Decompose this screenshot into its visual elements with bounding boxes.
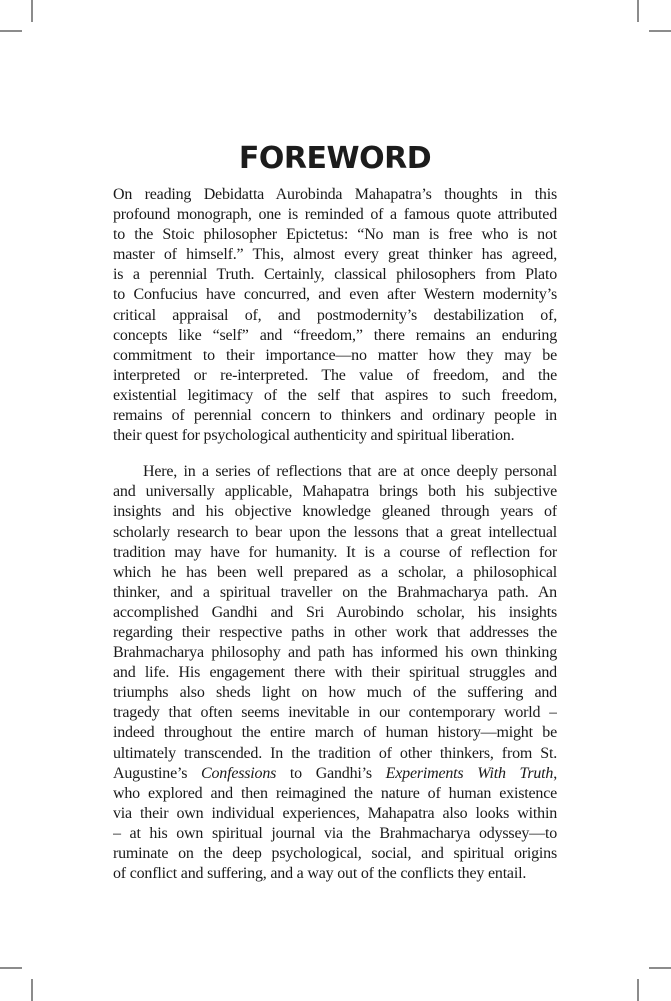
text-run: remains of perennial concern to thinkers and ordinary people in xyxy=(113,407,557,425)
text-line xyxy=(113,563,557,583)
crop-mark-bottom-left-vertical-icon xyxy=(31,979,33,1001)
crop-mark-bottom-right-vertical-icon xyxy=(637,979,639,1001)
text-line xyxy=(113,366,557,386)
crop-mark-bottom-left-horizontal-icon xyxy=(0,967,22,969)
text-run: concepts like “self” and “freedom,” there remains an enduring xyxy=(113,326,557,344)
text-line xyxy=(113,523,557,543)
text-run: interpreted or re-interpreted. The value of freedom, and the xyxy=(113,366,557,384)
text-run: tragedy that often seems inevitable in our contemporary world – xyxy=(113,704,557,722)
foreword-heading: FOREWORD xyxy=(238,141,432,176)
text-line xyxy=(113,426,557,446)
crop-mark-top-right-vertical-icon xyxy=(637,0,639,22)
text-run: master of himself.” This, almost every great thinker has agreed, xyxy=(113,246,557,264)
text-line xyxy=(113,502,557,522)
text-run: critical appraisal of, and postmodernity’s destabilization of, xyxy=(113,306,557,324)
text-run: insights and his objective knowledge gleaned through years of xyxy=(113,503,557,521)
text-run: and universally applicable, Mahapatra brings both his subjective xyxy=(113,483,557,501)
text-line xyxy=(113,225,557,245)
text-line xyxy=(113,643,557,663)
text-line xyxy=(113,663,557,683)
text-run: Augustine’s xyxy=(113,764,202,782)
text-line xyxy=(113,784,557,804)
text-line xyxy=(113,245,557,265)
text-run: On reading Debidatta Aurobinda Mahapatra’s thoughts in this xyxy=(113,186,557,203)
text-line xyxy=(113,285,557,305)
text-line xyxy=(113,386,557,406)
text-run: to Confucius have concurred, and even after Western modernity’s xyxy=(113,286,557,304)
text-line xyxy=(113,824,557,844)
book-title-text: Experiments With Truth xyxy=(385,764,554,782)
text-line xyxy=(113,864,557,884)
text-run: , xyxy=(553,764,557,782)
text-run: Here, in a series of reflections that are at once deeply personal xyxy=(143,463,557,481)
text-run: ultimately transcended. In the tradition of other thinkers, from St. xyxy=(113,744,557,762)
text-line xyxy=(113,406,557,426)
book-title-text: Confessions xyxy=(201,764,277,782)
text-run: existential legitimacy of the self that aspires to such freedom, xyxy=(113,386,557,404)
text-run: triumphs also sheds light on how much of the suffering and xyxy=(113,684,557,702)
text-run: is a perennial Truth. Certainly, classical philosophers from Plato xyxy=(113,266,557,284)
text-line xyxy=(113,583,557,603)
text-run: scholarly research to bear upon the lessons that a great intellectual xyxy=(113,523,557,541)
paragraph xyxy=(113,462,557,884)
text-run: to Gandhi’s xyxy=(276,764,386,782)
text-line xyxy=(113,346,557,366)
text-run: via their own individual experiences, Mahapatra also looks within xyxy=(113,804,557,822)
paragraph xyxy=(113,185,557,446)
text-line xyxy=(113,804,557,824)
text-run: accomplished Gandhi and Sri Aurobindo scholar, his insights xyxy=(113,603,557,621)
text-line xyxy=(113,326,557,346)
text-line xyxy=(113,744,557,764)
text-run: which he has been well prepared as a scholar, a philosophical xyxy=(113,563,557,581)
text-line xyxy=(113,543,557,563)
text-line xyxy=(113,462,557,482)
text-run: ruminate on the deep psychological, social, and spiritual origins xyxy=(113,845,557,862)
text-line xyxy=(113,205,557,225)
foreword-body xyxy=(113,185,557,884)
text-run: commitment to their importance—no matter how they may be xyxy=(113,346,557,364)
text-run: and life. His engagement there with their spiritual struggles and xyxy=(113,664,557,682)
text-line xyxy=(113,306,557,326)
text-line xyxy=(113,683,557,703)
text-line xyxy=(113,723,557,743)
text-run: to the Stoic philosopher Epictetus: “No man is free who is not xyxy=(113,226,557,244)
text-line xyxy=(113,603,557,623)
text-run: of conflict and suffering, and a way out of the conflicts they entail. xyxy=(113,865,527,883)
text-line xyxy=(113,703,557,723)
text-run: – at his own spiritual journal via the Brahmacharya odyssey—to xyxy=(113,824,557,842)
text-line xyxy=(113,482,557,502)
crop-mark-top-left-vertical-icon xyxy=(31,0,33,22)
crop-mark-top-left-horizontal-icon xyxy=(0,30,22,32)
text-line xyxy=(113,764,557,784)
crop-mark-top-right-horizontal-icon xyxy=(649,30,671,32)
text-run: regarding their respective paths in other work that addresses the xyxy=(113,623,557,641)
crop-mark-bottom-right-horizontal-icon xyxy=(649,967,671,969)
text-line xyxy=(113,844,557,864)
text-run: thinker, and a spiritual traveller on the Brahmacharya path. An xyxy=(113,583,557,601)
text-run: indeed throughout the entire march of human history—might be xyxy=(113,724,557,742)
text-line xyxy=(113,265,557,285)
text-run: who explored and then reimagined the nature of human existence xyxy=(113,784,557,802)
text-run: their quest for psychological authenticity and spiritual liberation. xyxy=(113,427,515,445)
text-run: Brahmacharya philosophy and path has informed his own thinking xyxy=(113,644,557,662)
text-line xyxy=(113,185,557,205)
text-run: tradition may have for humanity. It is a course of reflection for xyxy=(113,543,557,561)
text-line xyxy=(113,623,557,643)
text-run: profound monograph, one is reminded of a famous quote attributed xyxy=(113,206,557,224)
